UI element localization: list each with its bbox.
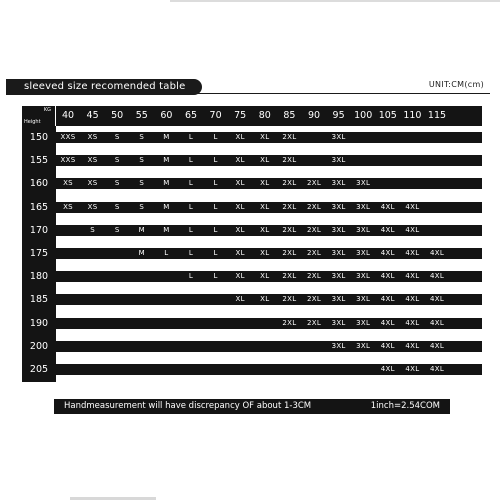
size-cell: XS bbox=[87, 179, 98, 188]
size-cell bbox=[154, 318, 178, 329]
size-cell bbox=[130, 294, 154, 305]
size-cell bbox=[204, 294, 228, 305]
size-cell bbox=[351, 155, 375, 166]
top-divider bbox=[170, 0, 500, 2]
size-cell: 4XL bbox=[405, 318, 420, 327]
kg-header-cell: 95 bbox=[332, 110, 345, 121]
kg-header-cell: 70 bbox=[209, 110, 222, 121]
kg-header-cell: 75 bbox=[234, 110, 247, 121]
height-cell: 200 bbox=[29, 340, 49, 352]
size-cell: 2XL bbox=[306, 249, 322, 257]
height-cell: 180 bbox=[29, 271, 49, 283]
size-cell: XL bbox=[235, 295, 245, 304]
corner-kg-label: KG bbox=[43, 107, 51, 113]
kg-header-cell: 65 bbox=[184, 110, 198, 121]
size-cell bbox=[81, 364, 105, 375]
table-row bbox=[56, 294, 482, 305]
size-cell bbox=[204, 318, 228, 329]
size-cell: 3XL bbox=[331, 179, 346, 188]
table-row bbox=[56, 318, 482, 329]
size-cell: XL bbox=[260, 272, 270, 281]
size-cell: 2XL bbox=[306, 179, 322, 188]
unit-label: UNIT:CM(cm) bbox=[428, 80, 484, 89]
size-cell bbox=[81, 248, 105, 259]
size-cell bbox=[204, 341, 228, 352]
size-cell bbox=[351, 364, 375, 375]
size-cell bbox=[130, 271, 154, 282]
size-cell: M bbox=[163, 156, 170, 165]
size-cell bbox=[179, 318, 203, 329]
size-cell bbox=[302, 364, 326, 375]
size-cell bbox=[81, 271, 105, 282]
kg-header-cell: 50 bbox=[111, 110, 124, 121]
height-cell: 160 bbox=[29, 178, 49, 190]
corner-height-label: Height bbox=[24, 119, 41, 125]
size-cell: 4XL bbox=[429, 272, 445, 281]
size-cell bbox=[56, 248, 80, 259]
size-cell: XL bbox=[260, 249, 270, 257]
size-cell: 4XL bbox=[405, 202, 420, 211]
size-cell: 2XL bbox=[306, 318, 322, 327]
size-cell: 4XL bbox=[380, 341, 395, 350]
size-cell: XL bbox=[235, 249, 245, 257]
title-rule bbox=[6, 93, 490, 94]
size-cell: 3XL bbox=[331, 202, 346, 211]
size-cell: 2XL bbox=[282, 249, 297, 257]
size-cell: XL bbox=[260, 225, 270, 234]
table-row bbox=[56, 364, 482, 375]
size-cell: 2XL bbox=[282, 318, 297, 327]
size-cell: 2XL bbox=[282, 272, 297, 281]
table-row bbox=[56, 248, 482, 259]
size-cell: M bbox=[163, 202, 170, 211]
size-cell: XL bbox=[260, 179, 270, 188]
kg-header-cell: 110 bbox=[403, 110, 422, 121]
size-cell: 4XL bbox=[429, 295, 445, 304]
table-row bbox=[56, 132, 482, 143]
size-cell: 4XL bbox=[405, 365, 420, 373]
size-cell bbox=[228, 318, 252, 329]
size-cell: L bbox=[188, 156, 194, 165]
size-cell: 3XL bbox=[356, 179, 371, 188]
size-cell: 3XL bbox=[331, 225, 346, 234]
size-cell bbox=[154, 271, 178, 282]
kg-header-cell: 40 bbox=[61, 110, 75, 121]
size-cell: L bbox=[213, 225, 218, 234]
size-cell: 4XL bbox=[380, 249, 395, 257]
size-cell bbox=[105, 341, 129, 352]
size-cell bbox=[105, 364, 129, 375]
size-cell bbox=[253, 364, 277, 375]
size-cell: 2XL bbox=[282, 295, 297, 304]
size-cell: 4XL bbox=[405, 295, 420, 304]
size-cell: S bbox=[139, 179, 145, 188]
size-cell: XL bbox=[235, 202, 245, 211]
size-cell: 4XL bbox=[429, 318, 445, 327]
size-cell: XS bbox=[87, 202, 98, 211]
kg-header-cell: 80 bbox=[258, 110, 271, 121]
size-cell bbox=[179, 294, 203, 305]
height-cell: 170 bbox=[29, 224, 49, 236]
size-cell: M bbox=[138, 249, 145, 257]
size-cell: 4XL bbox=[405, 225, 420, 234]
size-cell bbox=[179, 364, 203, 375]
size-cell: 3XL bbox=[356, 225, 371, 234]
size-cell bbox=[179, 341, 203, 352]
size-cell: L bbox=[188, 225, 194, 234]
table-row bbox=[56, 341, 482, 352]
size-cell bbox=[228, 364, 252, 375]
size-cell: XL bbox=[235, 272, 245, 281]
size-cell: 4XL bbox=[380, 295, 395, 304]
size-cell bbox=[56, 271, 80, 282]
size-cell: M bbox=[138, 225, 145, 234]
size-cell bbox=[253, 318, 277, 329]
size-cell bbox=[302, 132, 326, 143]
size-cell: 3XL bbox=[331, 156, 346, 165]
size-cell: 2XL bbox=[282, 133, 297, 141]
size-cell: XL bbox=[260, 133, 270, 141]
size-cell: 2XL bbox=[282, 179, 297, 188]
size-cell bbox=[425, 132, 449, 143]
size-cell bbox=[376, 178, 400, 189]
size-cell bbox=[56, 341, 80, 352]
size-cell: M bbox=[163, 133, 170, 141]
size-cell: 3XL bbox=[356, 202, 371, 211]
size-cell bbox=[400, 178, 424, 189]
size-cell: XS bbox=[63, 179, 73, 188]
size-cell: 2XL bbox=[306, 202, 322, 211]
height-cell: 175 bbox=[29, 248, 49, 259]
size-cell bbox=[130, 341, 154, 352]
height-cell: 185 bbox=[29, 294, 49, 306]
size-cell: 3XL bbox=[356, 341, 371, 350]
weight-header-row bbox=[22, 106, 482, 126]
size-cell bbox=[81, 318, 105, 329]
size-cell bbox=[56, 225, 80, 236]
height-cell: 150 bbox=[29, 132, 49, 143]
size-cell: XL bbox=[260, 295, 270, 304]
size-cell bbox=[302, 155, 326, 166]
size-cell bbox=[81, 341, 105, 352]
size-cell: 3XL bbox=[356, 272, 371, 281]
size-cell: XS bbox=[87, 133, 98, 141]
size-cell: S bbox=[114, 156, 120, 165]
size-cell: L bbox=[188, 179, 194, 188]
size-cell: 3XL bbox=[331, 341, 346, 350]
size-cell: L bbox=[213, 272, 218, 281]
table-row bbox=[56, 155, 482, 166]
header-corner bbox=[22, 106, 56, 126]
size-cell: XL bbox=[260, 156, 270, 165]
size-cell bbox=[351, 132, 375, 143]
size-cell bbox=[154, 364, 178, 375]
size-cell bbox=[105, 248, 129, 259]
size-cell: L bbox=[188, 133, 194, 141]
kg-header-cell: 60 bbox=[160, 110, 173, 121]
size-cell bbox=[277, 364, 301, 375]
size-cell: L bbox=[213, 156, 218, 165]
size-cell bbox=[376, 155, 400, 166]
size-cell bbox=[425, 225, 449, 236]
size-cell: 4XL bbox=[429, 249, 445, 257]
size-cell: XS bbox=[63, 202, 73, 211]
size-cell: S bbox=[139, 202, 145, 211]
table-row bbox=[56, 225, 482, 236]
size-cell bbox=[277, 341, 301, 352]
size-cell: 2XL bbox=[282, 156, 297, 165]
size-cell: 4XL bbox=[380, 318, 395, 327]
size-cell: 2XL bbox=[282, 202, 297, 211]
size-cell: L bbox=[213, 249, 218, 257]
size-cell: 4XL bbox=[429, 341, 445, 350]
size-cell: S bbox=[114, 179, 120, 188]
size-cell: L bbox=[188, 202, 194, 211]
size-cell: L bbox=[164, 249, 169, 257]
size-cell bbox=[400, 155, 424, 166]
size-cell: S bbox=[114, 225, 120, 234]
size-cell bbox=[105, 318, 129, 329]
kg-header-cell: 85 bbox=[283, 110, 296, 121]
size-cell: 2XL bbox=[306, 225, 322, 234]
size-cell bbox=[56, 364, 80, 375]
kg-header-cell: 100 bbox=[354, 110, 373, 121]
size-cell: L bbox=[188, 272, 194, 281]
size-cell: 3XL bbox=[331, 272, 346, 281]
note-inch-conversion: 1inch=2.54COM bbox=[370, 401, 440, 411]
size-cell: XL bbox=[235, 179, 245, 188]
height-cell: 165 bbox=[29, 201, 49, 213]
size-cell: S bbox=[114, 133, 120, 141]
size-cell bbox=[253, 341, 277, 352]
size-cell: L bbox=[213, 202, 218, 211]
table-row bbox=[56, 178, 482, 189]
size-cell bbox=[425, 155, 449, 166]
kg-header-cell: 55 bbox=[135, 110, 148, 121]
size-cell: 4XL bbox=[380, 272, 395, 281]
size-cell bbox=[376, 132, 400, 143]
size-cell: 4XL bbox=[405, 249, 420, 257]
size-cell bbox=[327, 364, 351, 375]
size-cell: 3XL bbox=[331, 318, 346, 327]
size-cell bbox=[154, 294, 178, 305]
kg-header-cell: 45 bbox=[86, 110, 99, 121]
size-cell bbox=[302, 341, 326, 352]
size-cell: 2XL bbox=[306, 295, 322, 304]
size-cell bbox=[81, 294, 105, 305]
kg-header-cell: 115 bbox=[427, 110, 447, 121]
table-row bbox=[56, 271, 482, 282]
size-cell: 4XL bbox=[429, 365, 445, 373]
size-cell: S bbox=[90, 225, 95, 234]
size-table bbox=[22, 106, 482, 382]
size-cell: XXS bbox=[60, 156, 76, 165]
size-cell: XS bbox=[87, 156, 98, 165]
size-cell: XL bbox=[235, 156, 245, 165]
size-cell bbox=[130, 318, 154, 329]
size-cell: L bbox=[188, 249, 194, 257]
size-cell bbox=[228, 341, 252, 352]
height-cell: 155 bbox=[29, 155, 49, 167]
size-cell: 3XL bbox=[331, 133, 346, 141]
size-cell: 3XL bbox=[356, 318, 371, 327]
size-cell: 4XL bbox=[380, 365, 395, 373]
note-discrepancy: Handmeasurement will have discrepancy OF about 1-3CM bbox=[64, 401, 312, 411]
size-cell bbox=[154, 341, 178, 352]
size-cell: M bbox=[163, 179, 170, 188]
height-cell: 190 bbox=[29, 317, 49, 329]
size-cell: XXS bbox=[60, 133, 76, 141]
height-column bbox=[22, 126, 56, 382]
size-cell: S bbox=[114, 202, 120, 211]
size-cell: 4XL bbox=[405, 341, 420, 350]
table-title: sleeved size recomended table bbox=[6, 79, 202, 95]
size-cell: 4XL bbox=[380, 225, 395, 234]
size-cell: L bbox=[213, 179, 218, 188]
size-cell: 2XL bbox=[282, 225, 297, 234]
size-cell: XL bbox=[260, 202, 270, 211]
size-cell bbox=[105, 271, 129, 282]
kg-header-cell: 105 bbox=[378, 110, 397, 121]
size-cell bbox=[425, 202, 449, 213]
size-cell: XL bbox=[235, 133, 245, 141]
size-cell bbox=[105, 294, 129, 305]
size-cell bbox=[130, 364, 154, 375]
measurement-note bbox=[54, 399, 450, 414]
size-cell: 3XL bbox=[356, 295, 371, 304]
size-cell bbox=[56, 318, 80, 329]
size-cell: 3XL bbox=[356, 249, 371, 257]
size-cell: 3XL bbox=[331, 295, 346, 304]
size-cell: 4XL bbox=[405, 272, 420, 281]
size-cell bbox=[56, 294, 80, 305]
size-cell bbox=[204, 364, 228, 375]
size-cell: XL bbox=[235, 225, 245, 234]
size-cell: M bbox=[163, 225, 170, 234]
size-cell bbox=[425, 178, 449, 189]
size-cell: 4XL bbox=[380, 202, 395, 211]
height-cell: 205 bbox=[29, 364, 49, 375]
size-cell: 3XL bbox=[331, 249, 346, 257]
kg-header-cell: 90 bbox=[307, 110, 321, 121]
size-cell: L bbox=[213, 133, 218, 141]
size-cell: 2XL bbox=[306, 272, 322, 281]
size-cell: S bbox=[139, 133, 145, 141]
size-cell: S bbox=[139, 156, 145, 165]
table-row bbox=[56, 202, 482, 213]
size-cell bbox=[400, 132, 424, 143]
